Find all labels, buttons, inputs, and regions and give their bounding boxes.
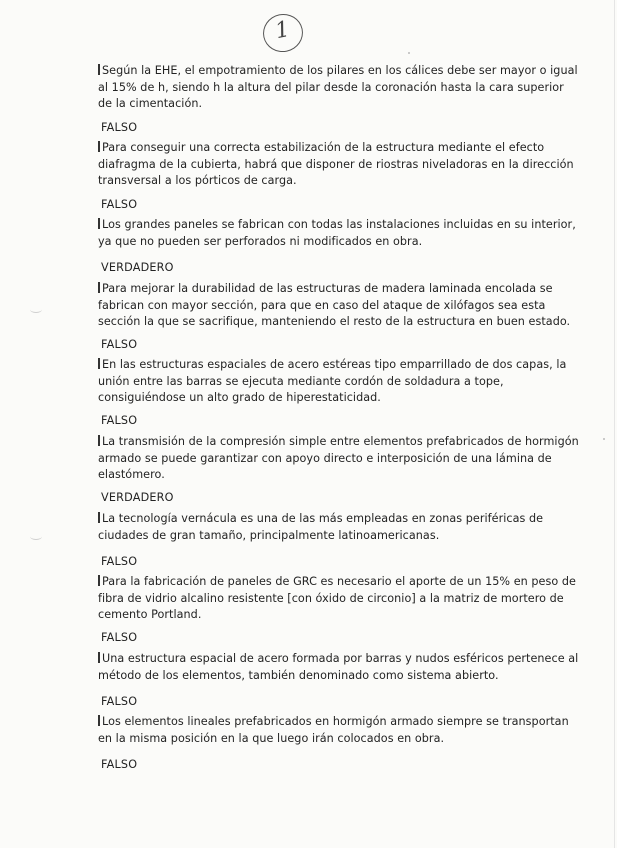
question-line: Para conseguir una correcta estabilización de la estructura mediante el efecto bbox=[98, 140, 558, 157]
question-statement bbox=[98, 714, 569, 747]
page-number: 1 bbox=[273, 16, 292, 45]
question-line: Los elementos lineales prefabricados en hormigón armado siempre se transportan bbox=[98, 714, 558, 731]
text-cursor-mark bbox=[98, 282, 100, 293]
text-cursor-mark bbox=[98, 512, 100, 523]
question-line: Los grandes paneles se fabrican con todas las instalaciones incluidas en su interior, bbox=[98, 217, 558, 234]
answer-label: FALSO bbox=[101, 555, 138, 568]
text-cursor-mark bbox=[98, 358, 100, 369]
answer-label: FALSO bbox=[101, 631, 138, 644]
question-line: de la cimentación. bbox=[98, 97, 203, 110]
answer-label: VERDADERO bbox=[101, 491, 174, 504]
question-line: En las estructuras espaciales de acero estéreas tipo emparrillado de dos capas, la bbox=[98, 357, 558, 374]
question-line: Para mejorar la durabilidad de las estructuras de madera laminada encolada se bbox=[98, 281, 558, 298]
question-statement bbox=[98, 217, 576, 250]
question-line: fibra de vidrio alcalino resistente [con óxido de circonio] a la matriz de mortero de bbox=[98, 591, 564, 605]
question-line: consiguiéndose un alto grado de hiperestaticidad. bbox=[98, 391, 381, 404]
question-statement bbox=[98, 281, 571, 331]
text-cursor-mark bbox=[98, 652, 100, 663]
page-edge-shadow bbox=[614, 0, 615, 848]
scan-speck bbox=[603, 438, 605, 440]
answer-label: FALSO bbox=[101, 758, 138, 771]
question-line: en la misma posición en la que luego irán colocados en obra. bbox=[98, 731, 445, 745]
text-cursor-mark bbox=[98, 218, 100, 229]
punch-hole-mark bbox=[30, 533, 42, 540]
answer-label: FALSO bbox=[101, 414, 138, 427]
question-line: cemento Portland. bbox=[98, 608, 202, 621]
question-statement bbox=[98, 651, 579, 684]
answer-label: FALSO bbox=[101, 198, 138, 211]
text-cursor-mark bbox=[98, 64, 100, 75]
question-line: ciudades de gran tamaño, principalmente latinoamericanas. bbox=[98, 528, 440, 542]
question-line: Según la EHE, el empotramiento de los pilares en los cálices debe ser mayor o igual bbox=[98, 63, 558, 80]
answer-label: FALSO bbox=[101, 338, 138, 351]
answer-label: FALSO bbox=[101, 121, 138, 134]
question-line: unión entre las barras se ejecuta mediante cordón de soldadura a tope, bbox=[98, 374, 504, 388]
question-statement bbox=[98, 357, 567, 407]
punch-hole-mark bbox=[30, 306, 42, 313]
question-line: Para la fabricación de paneles de GRC es necesario el aporte de un 15% en peso de bbox=[98, 574, 558, 591]
answer-label: VERDADERO bbox=[101, 261, 174, 274]
question-line: sección la que se sacrifique, manteniendo el resto de la estructura en buen estado. bbox=[98, 315, 571, 328]
question-line: Una estructura espacial de acero formada por barras y nudos esféricos pertenece al bbox=[98, 651, 558, 668]
question-line: diafragma de la cubierta, habrá que disponer de riostras niveladoras en la dirección bbox=[98, 157, 574, 171]
question-line: transversal a los pórticos de carga. bbox=[98, 174, 297, 187]
question-statement bbox=[98, 574, 576, 624]
text-cursor-mark bbox=[98, 141, 100, 152]
scan-speck bbox=[408, 52, 410, 54]
question-line: método de los elementos, también denominado como sistema abierto. bbox=[98, 668, 499, 682]
question-line: La transmisión de la compresión simple entre elementos prefabricados de hormigón bbox=[98, 434, 558, 451]
question-statement bbox=[98, 434, 579, 484]
answer-label: FALSO bbox=[101, 695, 138, 708]
question-line: armado se puede garantizar con apoyo directo e interposición de una lámina de bbox=[98, 451, 552, 465]
question-line: ya que no pueden ser perforados ni modificados en obra. bbox=[98, 234, 423, 248]
question-line: elastómero. bbox=[98, 468, 165, 481]
question-statement bbox=[98, 511, 558, 544]
question-line: fabrican con mayor sección, para que en caso del ataque de xilófagos sea esta bbox=[98, 298, 546, 312]
handwritten-page-number bbox=[259, 10, 306, 55]
question-line: al 15% de h, siendo h la altura del pilar desde la coronación hasta la cara superior bbox=[98, 80, 564, 94]
text-cursor-mark bbox=[98, 715, 100, 726]
text-cursor-mark bbox=[98, 435, 100, 446]
question-statement bbox=[98, 63, 578, 113]
text-cursor-mark bbox=[98, 575, 100, 586]
question-statement bbox=[98, 140, 574, 190]
question-line: La tecnología vernácula es una de las más empleadas en zonas periféricas de bbox=[98, 511, 558, 528]
